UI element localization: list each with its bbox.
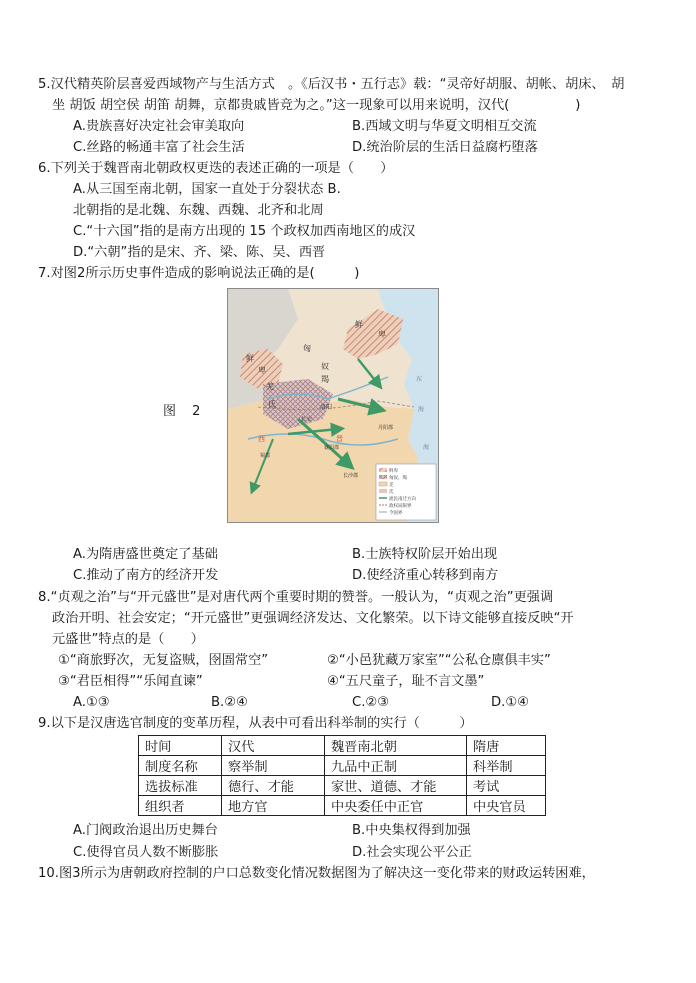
q7-option-b[interactable]: B.士族特权阶层开始出现 <box>352 547 498 562</box>
q9-option-c[interactable]: C.使得官员人数不断膨胀 <box>73 845 219 860</box>
q5-option-b[interactable]: B.西域文明与华夏文明相互交流 <box>352 119 537 134</box>
q8-stem-line1: 8.“贞观之治”与“开元盛世”是对唐代两个重要时期的赞誉。一般认为，“贞观之治”更强调 <box>38 590 554 605</box>
table-cell: 地方官 <box>222 796 325 816</box>
q6-option-c[interactable]: C.“十六国”指的是南方出现的 15 个政权加西南地区的成汉 <box>73 224 416 239</box>
table-row <box>139 776 546 796</box>
table-cell: 制度名称 <box>139 756 222 776</box>
q8-item-2: ②“小邑犹藏万家室”“公私仓廪俱丰实” <box>327 653 551 668</box>
q5-option-a[interactable]: A.贵族喜好决定社会审美取向 <box>73 119 245 134</box>
legend-label-di: 氐 <box>389 490 394 495</box>
map-label-di: 氐 <box>268 400 276 409</box>
map-label-qiang: 羌 <box>266 382 274 391</box>
table-cell: 考试 <box>467 776 546 796</box>
map-label-bei: 卑 <box>378 330 386 339</box>
table-cell: 汉代 <box>222 736 325 756</box>
q5-stem-line1: 5.汉代精英阶层喜爱西域物产与生活方式 。《后汉书・五行志》载：“灵帝好胡服、胡帐、胡床、 胡 <box>38 77 625 92</box>
selection-system-table <box>138 735 546 816</box>
legend-label-modern-border: 今国界 <box>389 511 403 516</box>
q5-stem-line2: 坐 胡饭 胡空侯 胡笛 胡舞，京都贵戚皆竞为之。”这一现象可以用来说明，汉代( ) <box>52 98 581 113</box>
q6-stem: 6.下列关于魏晋南北朝政权更迭的表述正确的一项是（ ） <box>38 161 394 176</box>
q8-item-3: ③“君臣相得”“乐闻直谏” <box>58 674 203 689</box>
q9-option-d[interactable]: D.社会实现公平公正 <box>352 845 472 860</box>
map-label-danyang: 丹阳郡 <box>378 425 394 431</box>
legend-label-xianbei: 鲜卑 <box>389 469 398 474</box>
q9-option-a[interactable]: A.门阀政治退出历史舞台 <box>73 823 218 838</box>
legend-label-migration: 流民南迁方向 <box>389 497 416 502</box>
map-label-xian: 鲜 <box>355 320 363 329</box>
q5-option-d[interactable]: D.统治阶层的生活日益腐朽堕落 <box>352 140 538 155</box>
q9-option-b[interactable]: B.中央集权得到加强 <box>352 823 471 838</box>
table-row <box>139 736 546 756</box>
map-label-hai1: 海 <box>418 406 425 413</box>
table-cell: 选拔标准 <box>139 776 222 796</box>
legend-label-xiongnu: 匈奴、羯 <box>389 476 407 481</box>
map-label-nu: 奴 <box>321 362 329 371</box>
map-label-jin: 晋 <box>336 435 343 443</box>
map-label-xiangyang: 襄阳郡 <box>324 445 340 451</box>
q6-option-a[interactable]: A.从三国至南北朝，国家一直处于分裂状态 B. <box>73 182 341 197</box>
table-cell: 科举制 <box>467 756 546 776</box>
map-label-xian-west: 鲜 <box>246 354 254 363</box>
q8-option-b[interactable]: B.②④ <box>211 695 248 710</box>
table-cell: 中央委任中正官 <box>325 796 467 816</box>
q7-stem: 7.对图2所示历史事件造成的影响说法正确的是( ) <box>38 266 360 281</box>
q8-item-1: ①“商旅野次，无复盗贼，囹圄常空” <box>58 653 269 668</box>
table-cell: 德行、才能 <box>222 776 325 796</box>
map-label-xiong: 匈 <box>303 344 311 353</box>
map-label-changsha: 长沙郡 <box>343 473 359 479</box>
q10-stem-line1: 10.图3所示为唐朝政府控制的户口总数变化情况数据图为了解决这一变化带来的财政运转困难， <box>38 866 595 881</box>
table-cell: 魏晋南北朝 <box>325 736 467 756</box>
q7-option-d[interactable]: D.使经济重心转移到南方 <box>352 568 499 583</box>
table-cell: 组织者 <box>139 796 222 816</box>
figure-2-label: 图 2 <box>163 404 207 419</box>
q8-stem-line3: 元盛世”特点的是（ ） <box>52 632 204 647</box>
table-cell: 九品中正制 <box>325 756 467 776</box>
q8-option-a[interactable]: A.①③ <box>73 695 110 710</box>
table-cell: 时间 <box>139 736 222 756</box>
q6-option-d[interactable]: D.“六朝”指的是宋、齐、梁、陈、吴、西晋 <box>73 245 326 260</box>
table-cell: 察举制 <box>222 756 325 776</box>
q8-option-d[interactable]: D.①④ <box>491 695 529 710</box>
q5-option-c[interactable]: C.丝路的畅通丰富了社会生活 <box>73 140 245 155</box>
legend-label-qiang: 羌 <box>389 483 394 488</box>
table-cell: 中央官员 <box>467 796 546 816</box>
map-label-jie: 羯 <box>321 375 329 384</box>
map-label-luoyang: 洛阳 <box>320 404 333 411</box>
map-label-hai2: 海 <box>423 444 430 451</box>
map-svg <box>228 289 438 522</box>
history-map-figure <box>227 288 439 523</box>
map-label-dong: 东 <box>416 376 423 383</box>
table-row <box>139 756 546 776</box>
table-cell: 家世、道德、才能 <box>325 776 467 796</box>
q7-option-a[interactable]: A.为隋唐盛世奠定了基础 <box>73 547 218 562</box>
map-label-shujun: 蜀郡 <box>260 453 271 459</box>
q8-stem-line2: 政治开明、社会安定；“开元盛世”更强调经济发达、文化繁荣。以下诗文能够直接反映“开 <box>52 611 574 626</box>
map-label-xi: 西 <box>258 435 265 443</box>
table-cell: 隋唐 <box>467 736 546 756</box>
q9-stem: 9.以下是汉唐选官制度的变革历程，从表中可看出科举制的实行（ ） <box>38 716 473 731</box>
map-label-changan: 长安 <box>301 417 313 423</box>
table-row <box>139 796 546 816</box>
q8-item-4: ④“五尺童子，耻不言文墨” <box>327 674 485 689</box>
map-label-bei-west: 卑 <box>258 366 266 375</box>
q7-option-c[interactable]: C.推动了南方的经济开发 <box>73 568 219 583</box>
legend-label-border: 政权局限界 <box>389 504 412 509</box>
q8-option-c[interactable]: C.②③ <box>352 695 390 710</box>
q6-option-b[interactable]: 北朝指的是北魏、东魏、西魏、北齐和北周 <box>73 203 324 218</box>
